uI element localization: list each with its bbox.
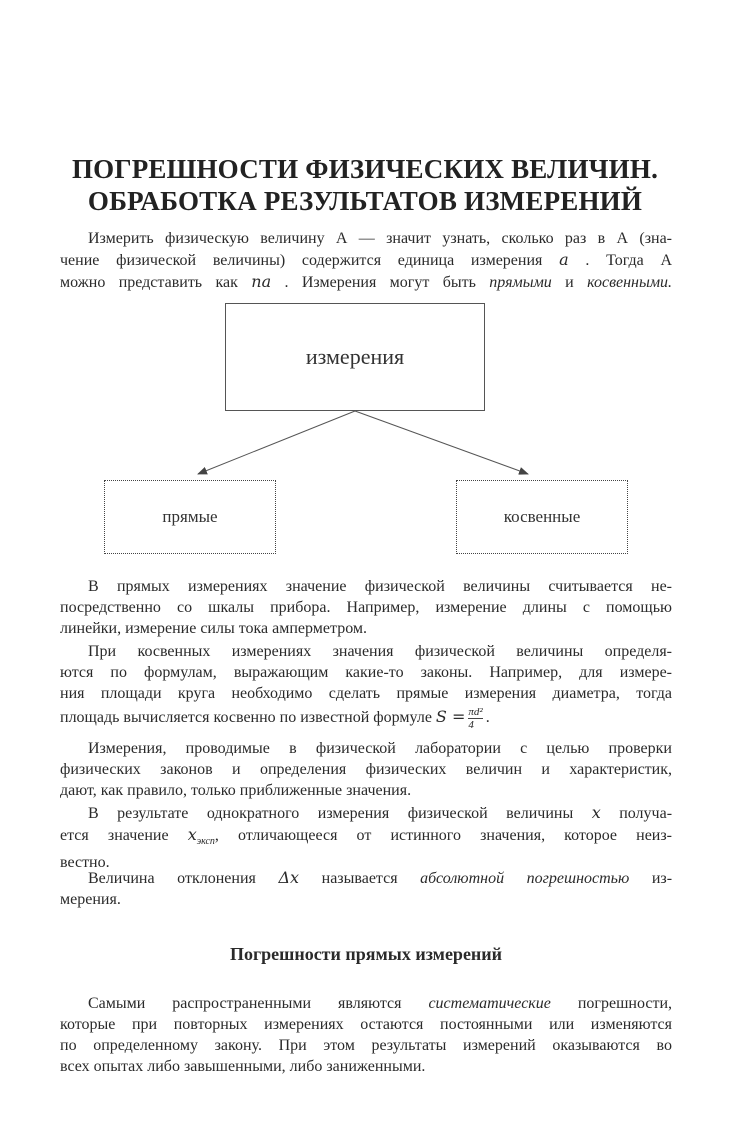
single-measurement-paragraph bbox=[60, 802, 672, 873]
single-line-1: В результате однократного измерения физической величины bbox=[88, 805, 574, 822]
page-title-line-1: ПОГРЕШНОСТИ ФИЗИЧЕСКИХ ВЕЛИЧИН. bbox=[71, 154, 659, 184]
delta-x-symbol: Δx bbox=[278, 868, 300, 887]
x-exp-subscript: эксп bbox=[196, 836, 215, 848]
single-line-2-end: , отличающееся от истинного значения, которое неиз- bbox=[214, 827, 673, 844]
indirect-line-2: ются по формулам, выражающим какие-то законы. Например, для измере- bbox=[60, 664, 672, 681]
conjunction: и bbox=[565, 274, 574, 291]
indirect-line-1: При косвенных измерениях значения физической величины определя- bbox=[88, 643, 672, 660]
sys-line-4: всех опытах либо завышенными, либо заниженными. bbox=[60, 1058, 426, 1075]
formula-numerator: πd² bbox=[468, 706, 483, 718]
unit-symbol: a bbox=[559, 250, 569, 269]
arrow-to-indirect bbox=[355, 411, 528, 474]
indirect-paragraph bbox=[60, 641, 672, 731]
formula-fraction bbox=[468, 706, 482, 731]
absolute-error-term: абсолютной погрешностью bbox=[420, 870, 630, 887]
lab-line-1: Измерения, проводимые в физической лаборатории с целью проверки bbox=[88, 740, 672, 757]
direct-line-2: посредственно со шкалы прибора. Например, измерение длины с помощью bbox=[60, 599, 672, 616]
abs-line-2: мерения. bbox=[60, 891, 121, 908]
direct-term: прямыми bbox=[489, 274, 552, 291]
direct-line-3: линейки, измерение силы тока амперметром. bbox=[60, 620, 368, 637]
abs-line-1-end: из- bbox=[651, 870, 673, 887]
formula-period: . bbox=[485, 709, 490, 727]
systematic-term: систематические bbox=[428, 995, 551, 1012]
x-exp-symbol: x bbox=[187, 825, 197, 844]
sys-line-2: которые при повторных измерениях остаются постоянными или изменяются bbox=[60, 1016, 672, 1033]
direct-paragraph bbox=[60, 576, 672, 639]
diagram-indirect-box: косвенные bbox=[456, 480, 628, 554]
sys-line-1-end: погрешности, bbox=[577, 995, 673, 1012]
x-symbol: x bbox=[591, 803, 601, 822]
lab-paragraph bbox=[60, 738, 672, 801]
indirect-line-4: площадь вычисляется косвенно по известной формуле bbox=[60, 709, 432, 727]
single-line-3: вестно. bbox=[60, 854, 110, 872]
intro-line-3-mid: . Измерения могут быть bbox=[284, 274, 476, 291]
diagram-direct-box: прямые bbox=[104, 480, 276, 554]
lab-line-2: физических законов и определения физических величин и характеристик, bbox=[60, 761, 672, 778]
single-line-1-end: получа- bbox=[619, 805, 673, 822]
lab-line-3: дают, как правило, только приближенные значения. bbox=[60, 782, 412, 799]
formula-denominator: 4 bbox=[468, 719, 474, 731]
intro-line-2-text: чение физической величины) содержится единица измерения bbox=[60, 252, 543, 269]
intro-line-2-end: . Тогда А bbox=[585, 252, 673, 269]
systematic-paragraph bbox=[60, 993, 672, 1077]
section-subheading: Погрешности прямых измерений bbox=[229, 944, 503, 964]
indirect-line-3: ния площади круга необходимо сделать прямые измерения диаметра, тогда bbox=[60, 685, 672, 702]
absolute-error-paragraph bbox=[60, 867, 672, 910]
na-symbol: na bbox=[251, 272, 272, 291]
direct-line-1: В прямых измерениях значение физической величины считывается не- bbox=[88, 578, 672, 595]
abs-line-1: Величина отклонения bbox=[88, 870, 256, 887]
diagram-root-box: измерения bbox=[225, 303, 485, 411]
intro-line-1: Измерить физическую величину А — значит узнать, сколько раз в А (зна- bbox=[88, 230, 672, 247]
page-title-line-2: ОБРАБОТКА РЕЗУЛЬТАТОВ ИЗМЕРЕНИЙ bbox=[87, 186, 643, 216]
sys-line-3: по определенному закону. При этом результаты измерений оказываются во bbox=[60, 1037, 672, 1054]
indirect-term: косвенными. bbox=[587, 274, 673, 291]
intro-line-3-text: можно представить как bbox=[60, 274, 238, 291]
sys-line-1: Самыми распространенными являются bbox=[88, 995, 402, 1012]
arrow-to-direct bbox=[198, 411, 355, 474]
abs-line-1-mid: называется bbox=[321, 870, 398, 887]
formula-lhs: S = bbox=[435, 707, 466, 727]
single-line-2: ется значение bbox=[60, 827, 169, 844]
